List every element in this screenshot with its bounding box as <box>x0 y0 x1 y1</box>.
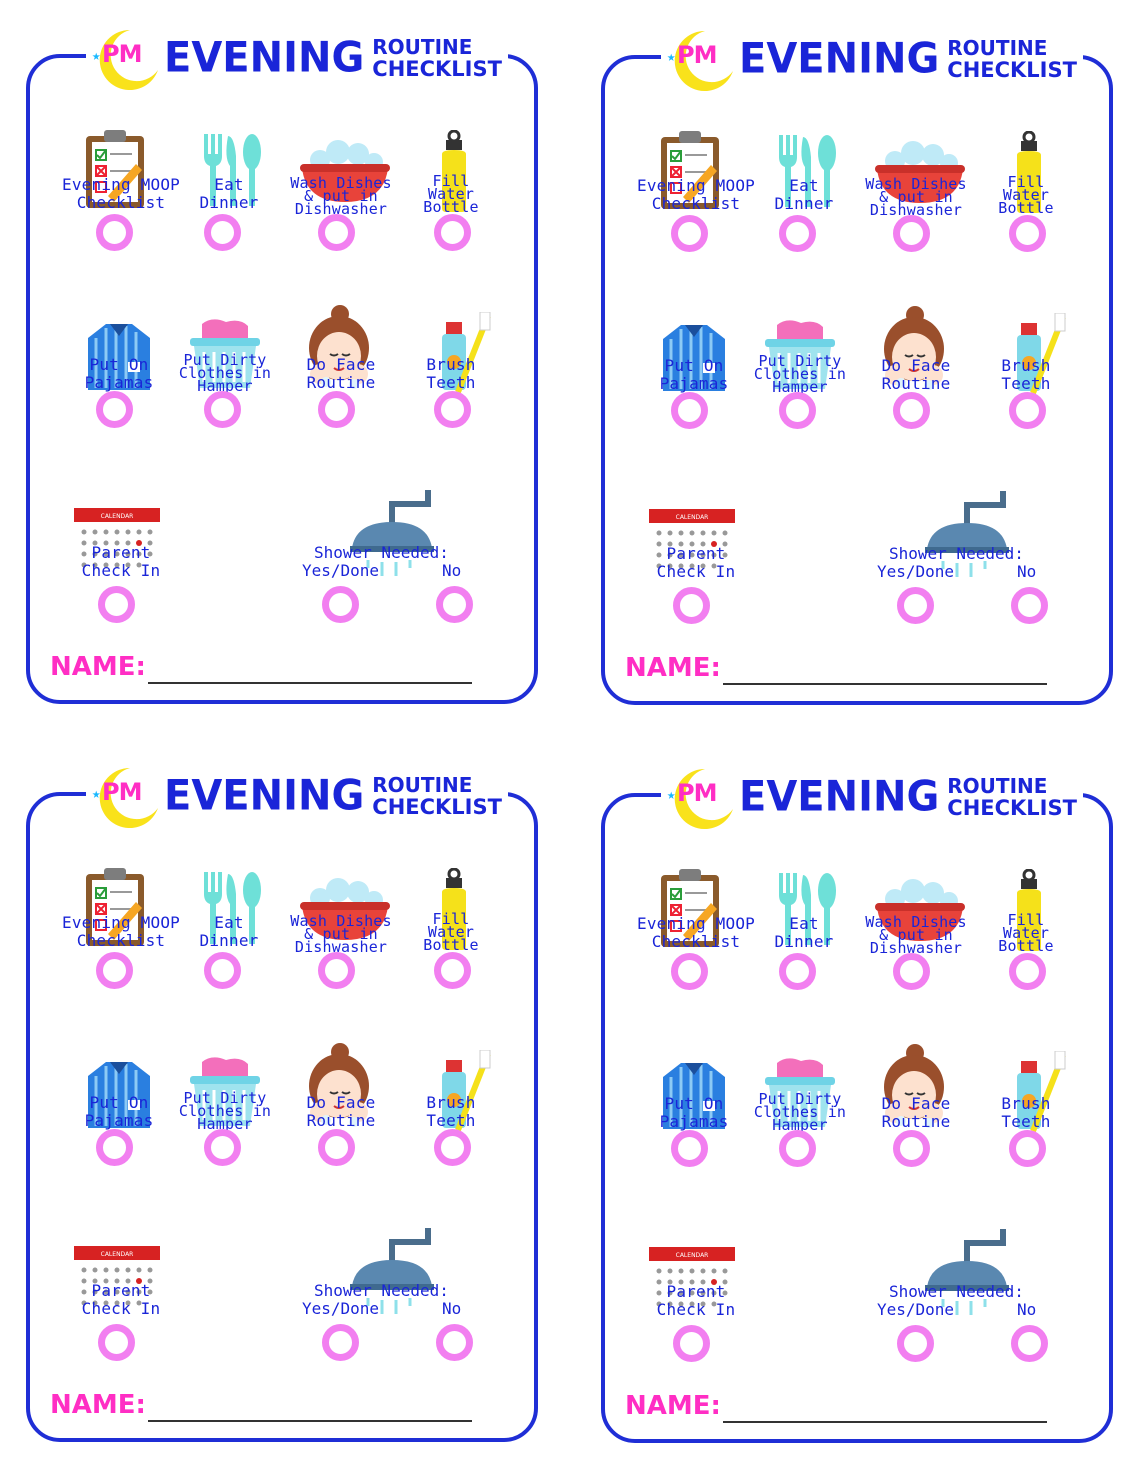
task-checkbox[interactable] <box>1009 1130 1046 1167</box>
task-checkbox[interactable] <box>204 1129 241 1166</box>
shower-no-checkbox[interactable] <box>1011 1325 1048 1362</box>
parent-check-checkbox[interactable] <box>98 1324 135 1361</box>
name-field[interactable] <box>723 1421 1047 1423</box>
card-header <box>86 26 508 90</box>
calendar-header: CALENDAR <box>675 514 709 521</box>
task-label: Wash Dishes & put in Dishwasher <box>865 175 967 219</box>
shower-no-checkbox[interactable] <box>436 1324 473 1361</box>
task-label: Wash Dishes & put in Dishwasher <box>290 912 392 956</box>
task-label: Parent Check In <box>81 1281 161 1318</box>
task-checkbox[interactable] <box>893 1130 930 1167</box>
task-checkbox[interactable] <box>318 214 355 251</box>
name-label: NAME: <box>625 653 721 683</box>
task-label: Do Face Routine <box>306 355 376 392</box>
title-routine: ROUTINE <box>372 35 473 59</box>
task-label: Do Face Routine <box>881 356 951 393</box>
task-checkbox[interactable] <box>779 215 816 252</box>
name-field[interactable] <box>723 683 1047 685</box>
task-label: Parent Check In <box>656 544 736 581</box>
star-icon: ★ <box>92 48 101 64</box>
calendar-header: CALENDAR <box>100 513 134 520</box>
task-checkbox[interactable] <box>1009 953 1046 990</box>
task-checkbox[interactable] <box>1009 215 1046 252</box>
title-sub <box>372 774 502 818</box>
calendar-header: CALENDAR <box>100 1251 134 1258</box>
shower-label: Shower Needed: <box>889 1282 1024 1301</box>
title-routine: ROUTINE <box>947 774 1048 798</box>
title-main: EVENING <box>164 771 365 821</box>
task-label: Do Face Routine <box>881 1094 951 1131</box>
task-label: Put Dirty Clothes in Hamper <box>178 351 272 395</box>
task-label: Do Face Routine <box>306 1093 376 1130</box>
shower-label: Shower Needed: <box>314 543 449 562</box>
star-icon: ★ <box>667 49 676 65</box>
title-checklist: CHECKLIST <box>947 796 1077 820</box>
task-checkbox[interactable] <box>96 1129 133 1166</box>
title-main: EVENING <box>739 772 940 822</box>
task-checkbox[interactable] <box>434 391 471 428</box>
moon-icon <box>665 27 737 91</box>
shower-no-label: No <box>1017 562 1037 581</box>
task-checkbox[interactable] <box>671 1130 708 1167</box>
shower-yes-checkbox[interactable] <box>322 586 359 623</box>
task-label: Brush Teeth <box>1001 1094 1051 1131</box>
name-field[interactable] <box>148 682 472 684</box>
task-label: Fill Water Bottle <box>998 173 1054 217</box>
shower-yes-checkbox[interactable] <box>897 587 934 624</box>
checklist-card <box>26 771 538 1442</box>
card-header <box>661 27 1083 91</box>
shower-yes-checkbox[interactable] <box>322 1324 359 1361</box>
shower-label: Shower Needed: <box>314 1281 449 1300</box>
pm-badge: PM <box>677 41 717 69</box>
task-checkbox[interactable] <box>893 215 930 252</box>
name-field[interactable] <box>148 1420 472 1422</box>
task-checkbox[interactable] <box>204 391 241 428</box>
task-checkbox[interactable] <box>779 1130 816 1167</box>
title-checklist: CHECKLIST <box>947 58 1077 82</box>
name-label: NAME: <box>50 652 146 682</box>
shower-no-label: No <box>1017 1300 1037 1319</box>
task-label: Put Dirty Clothes in Hamper <box>178 1089 272 1133</box>
shower-no-checkbox[interactable] <box>1011 587 1048 624</box>
task-label: Wash Dishes & put in Dishwasher <box>865 913 967 957</box>
checklist-card <box>26 33 538 704</box>
shower-label: Shower Needed: <box>889 544 1024 563</box>
task-checkbox[interactable] <box>893 392 930 429</box>
task-checkbox[interactable] <box>204 214 241 251</box>
task-checkbox[interactable] <box>671 215 708 252</box>
task-label: Put On Pajamas <box>84 355 154 392</box>
title-main: EVENING <box>164 33 365 83</box>
task-checkbox[interactable] <box>1009 392 1046 429</box>
task-checkbox[interactable] <box>434 1129 471 1166</box>
task-label: Put Dirty Clothes in Hamper <box>753 352 847 396</box>
task-label: Brush Teeth <box>426 1093 476 1130</box>
star-icon: ★ <box>667 787 676 803</box>
task-checkbox[interactable] <box>434 214 471 251</box>
title-main: EVENING <box>739 34 940 84</box>
task-checkbox[interactable] <box>204 952 241 989</box>
task-label: Brush Teeth <box>1001 356 1051 393</box>
moon-icon <box>90 26 162 90</box>
checklist-card <box>601 772 1113 1443</box>
task-checkbox[interactable] <box>318 391 355 428</box>
parent-check-checkbox[interactable] <box>673 587 710 624</box>
task-label: Evening MOOP Checklist <box>62 913 180 950</box>
task-checkbox[interactable] <box>318 1129 355 1166</box>
task-checkbox[interactable] <box>96 391 133 428</box>
task-label: Evening MOOP Checklist <box>637 914 755 951</box>
task-label: Fill Water Bottle <box>998 911 1054 955</box>
task-checkbox[interactable] <box>779 953 816 990</box>
name-label: NAME: <box>50 1390 146 1420</box>
title-routine: ROUTINE <box>372 773 473 797</box>
moon-icon <box>90 764 162 828</box>
shower-no-label: No <box>442 561 462 580</box>
task-label: Evening MOOP Checklist <box>62 175 180 212</box>
task-label: Put On Pajamas <box>84 1093 154 1130</box>
shower-yes-label: Yes/Done <box>302 561 380 580</box>
shower-yes-label: Yes/Done <box>877 1300 955 1319</box>
checklist-card <box>601 34 1113 705</box>
task-label: Eat Dinner <box>199 913 259 950</box>
shower-yes-checkbox[interactable] <box>897 1325 934 1362</box>
task-checkbox[interactable] <box>671 392 708 429</box>
task-label: Fill Water Bottle <box>423 910 479 954</box>
task-checkbox[interactable] <box>779 392 816 429</box>
name-label: NAME: <box>625 1391 721 1421</box>
pm-badge: PM <box>102 40 142 68</box>
shower-no-checkbox[interactable] <box>436 586 473 623</box>
task-label: Parent Check In <box>656 1282 736 1319</box>
shower-yes-label: Yes/Done <box>302 1299 380 1318</box>
shower-no-label: No <box>442 1299 462 1318</box>
title-sub <box>947 775 1077 819</box>
card-header <box>661 765 1083 829</box>
pm-badge: PM <box>677 779 717 807</box>
star-icon: ★ <box>92 786 101 802</box>
task-label: Eat Dinner <box>774 914 834 951</box>
task-label: Put Dirty Clothes in Hamper <box>753 1090 847 1134</box>
task-label: Fill Water Bottle <box>423 172 479 216</box>
task-checkbox[interactable] <box>96 952 133 989</box>
parent-check-checkbox[interactable] <box>98 586 135 623</box>
title-checklist: CHECKLIST <box>372 795 502 819</box>
task-checkbox[interactable] <box>434 952 471 989</box>
task-label: Evening MOOP Checklist <box>637 176 755 213</box>
task-label: Eat Dinner <box>199 175 259 212</box>
task-checkbox[interactable] <box>671 953 708 990</box>
task-label: Parent Check In <box>81 543 161 580</box>
title-sub <box>947 37 1077 81</box>
title-routine: ROUTINE <box>947 36 1048 60</box>
card-header <box>86 764 508 828</box>
title-checklist: CHECKLIST <box>372 57 502 81</box>
shower-yes-label: Yes/Done <box>877 562 955 581</box>
parent-check-checkbox[interactable] <box>673 1325 710 1362</box>
task-label: Put On Pajamas <box>659 1094 729 1131</box>
moon-icon <box>665 765 737 829</box>
task-label: Brush Teeth <box>426 355 476 392</box>
task-checkbox[interactable] <box>893 953 930 990</box>
pm-badge: PM <box>102 778 142 806</box>
task-checkbox[interactable] <box>318 952 355 989</box>
task-checkbox[interactable] <box>96 214 133 251</box>
task-label: Put On Pajamas <box>659 356 729 393</box>
task-label: Eat Dinner <box>774 176 834 213</box>
title-sub <box>372 36 502 80</box>
calendar-header: CALENDAR <box>675 1252 709 1259</box>
task-label: Wash Dishes & put in Dishwasher <box>290 174 392 218</box>
